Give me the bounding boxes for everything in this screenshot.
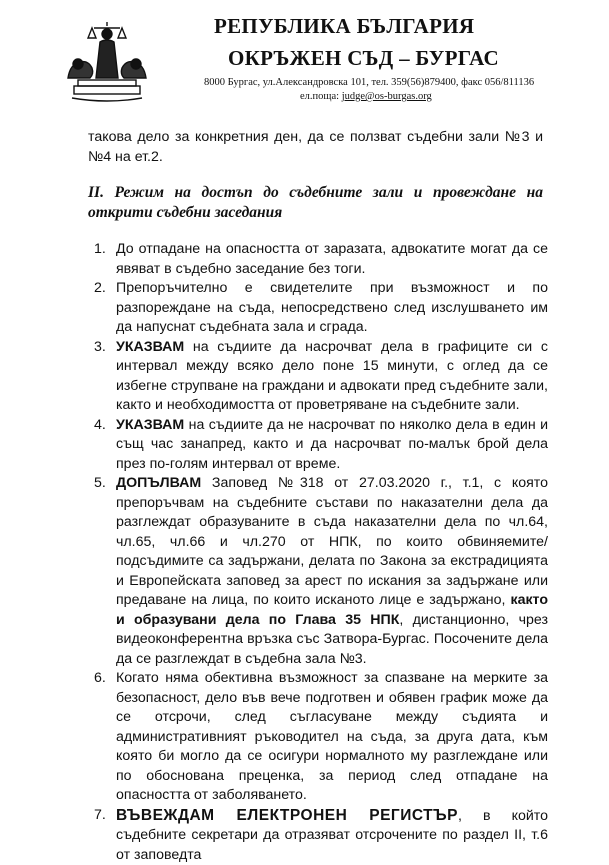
item-text: До отпадане на опасността от заразата, адвокатите могат да се явяват в съдебно заседание без тоги. xyxy=(116,241,548,277)
item-lead: ДОПЪЛВАМ xyxy=(116,475,201,491)
item-number: 6. xyxy=(94,669,106,689)
item-number: 1. xyxy=(94,240,106,260)
item-text: на съдиите да не насрочват по няколко дела в един и същ час занапред, както и да насрочват по-малък брой дела през по-голям интервал от време. xyxy=(116,417,548,472)
item-number: 3. xyxy=(94,338,106,358)
item-number: 2. xyxy=(94,279,106,299)
measures-list xyxy=(88,240,548,865)
item-bold-phrase: както и образувани дела по Глава 35 НПК xyxy=(116,592,548,628)
intro-paragraph: такова дело за конкретния ден, да се ползват съдебни зали №3 и №4 на ет.2. xyxy=(88,128,543,167)
court-email-line xyxy=(300,91,600,102)
item-number: 7. xyxy=(94,806,106,826)
list-item xyxy=(88,669,548,806)
item-text: Препоръчително е свидетелите при възможност и по разпореждане на съда, непосредствено след изслушването им да напуснат съдебната зала и сграда. xyxy=(116,280,548,335)
list-item xyxy=(88,240,548,279)
item-text: Когато няма обективна възможност за спазване на мерките за безопасност, дело във вече подготвен и обявен график може да се отсрочи, след съгласуване между съдията и административният ръководител на съда, за друга дата, към която би могло да се осигури нормалното му разглеждане или по обоснована преценка, за период след отпадане на опасността от заболяването. xyxy=(116,670,548,803)
list-item xyxy=(88,279,548,338)
email-link[interactable]: judge@os-burgas.org xyxy=(342,91,432,102)
list-item xyxy=(88,806,548,865)
item-text-after: , дистанционно, чрез видеоконферентна връзка със Затвора-Бургас. Посочените дела да се разглеждат в съдебна зала №3. xyxy=(116,612,548,667)
court-address: 8000 Бургас, ул.Александровска 101, тел. 359(56)879400, факс 056/811136 xyxy=(204,77,604,88)
item-text: , в който съдебните секретари да отразяват отсрочените по раздел II, т.6 от заповедта xyxy=(116,808,548,863)
court-name-title: ОКРЪЖЕН СЪД – БУРГАС xyxy=(228,46,608,71)
list-item xyxy=(88,416,548,475)
item-lead: ВЪВЕЖДАМ ЕЛЕКТРОНЕН РЕГИСТЪР xyxy=(116,807,458,824)
list-item xyxy=(88,338,548,416)
item-text: Заповед №318 от 27.03.2020 г., т.1, с която препоръчвам на съдебните състави по наказателни дела да разглеждат образуваните в съда наказателни дела по чл.64, чл.65, чл.66 и чл.270 от НПК, по които обвиняемите/подсъдимите са задържани, делата по Закона за екстрадицията и Европейската заповед за арест по искания за задържане или предаване на лица, по които исканото лице е задържано, xyxy=(116,475,548,608)
list-item xyxy=(88,474,548,669)
item-lead: УКАЗВАМ xyxy=(116,417,184,433)
court-emblem-icon xyxy=(64,20,150,102)
section-title: II. Режим на достъп до съдебните зали и провеждане на открити съдебни заседания xyxy=(88,183,543,223)
item-lead: УКАЗВАМ xyxy=(116,339,184,355)
email-label: ел.поща: xyxy=(300,91,342,102)
item-text: на съдиите да насрочват дела в графиците си с интервал между всяко дело поне 15 минути, с оглед да се избегне струпване на граждани и адвокати пред съдебните зали, както и необходимостта от проветряване на съдебните зали. xyxy=(116,339,548,414)
item-number: 5. xyxy=(94,474,106,494)
item-number: 4. xyxy=(94,416,106,436)
court-country-title: РЕПУБЛИКА БЪЛГАРИЯ xyxy=(214,14,594,39)
